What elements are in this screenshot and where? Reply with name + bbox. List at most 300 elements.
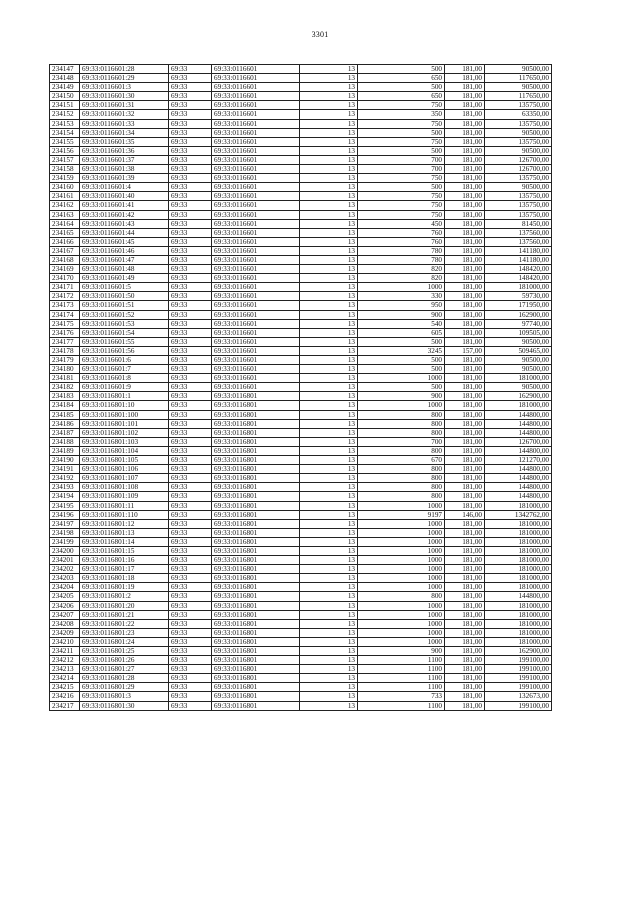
table-row — [50, 401, 552, 410]
zone-code-cell: 13 — [300, 601, 358, 610]
rate-cell: 181,00 — [445, 237, 485, 246]
zone-code-cell: 13 — [300, 137, 358, 146]
table-row — [50, 328, 552, 337]
rate-cell: 146,00 — [445, 510, 485, 519]
table-row — [50, 474, 552, 483]
rate-cell: 181,00 — [445, 356, 485, 365]
cadastral-value-cell: 144800,00 — [485, 592, 552, 601]
cadastral-value-cell: 90500,00 — [485, 356, 552, 365]
quarter-number-cell: 69:33:0116601 — [212, 128, 300, 137]
area-cell: 500 — [358, 128, 445, 137]
cadastral-value-cell: 1342762,00 — [485, 510, 552, 519]
quarter-number-cell: 69:33:0116601 — [212, 346, 300, 355]
area-cell: 750 — [358, 201, 445, 210]
cadastral-number-cell: 69:33:0116801:11 — [80, 501, 169, 510]
table-row — [50, 283, 552, 292]
rate-cell: 181,00 — [445, 65, 485, 74]
rate-cell: 181,00 — [445, 146, 485, 155]
district-code-cell: 69:33 — [169, 183, 212, 192]
area-cell: 780 — [358, 255, 445, 264]
district-code-cell: 69:33 — [169, 246, 212, 255]
district-code-cell: 69:33 — [169, 665, 212, 674]
district-code-cell: 69:33 — [169, 419, 212, 428]
cadastral-number-cell: 69:33:0116601:37 — [80, 155, 169, 164]
rate-cell: 181,00 — [445, 365, 485, 374]
table-row — [50, 483, 552, 492]
record-number-cell: 234191 — [50, 465, 80, 474]
area-cell: 900 — [358, 647, 445, 656]
rate-cell: 181,00 — [445, 428, 485, 437]
zone-code-cell: 13 — [300, 183, 358, 192]
table-row — [50, 356, 552, 365]
area-cell: 500 — [358, 356, 445, 365]
cadastral-number-cell: 69:33:0116601:44 — [80, 228, 169, 237]
cadastral-value-cell: 148420,00 — [485, 265, 552, 274]
cadastral-number-cell: 69:33:0116801:2 — [80, 592, 169, 601]
record-number-cell: 234163 — [50, 210, 80, 219]
district-code-cell: 69:33 — [169, 346, 212, 355]
zone-code-cell: 13 — [300, 174, 358, 183]
table-row — [50, 437, 552, 446]
area-cell: 3245 — [358, 346, 445, 355]
quarter-number-cell: 69:33:0116801 — [212, 537, 300, 546]
cadastral-value-cell: 135750,00 — [485, 137, 552, 146]
cadastral-value-cell: 90500,00 — [485, 83, 552, 92]
table-row — [50, 583, 552, 592]
quarter-number-cell: 69:33:0116801 — [212, 556, 300, 565]
cadastral-value-cell: 199100,00 — [485, 701, 552, 710]
area-cell: 500 — [358, 365, 445, 374]
table-row — [50, 410, 552, 419]
table-row — [50, 310, 552, 319]
area-cell: 650 — [358, 92, 445, 101]
quarter-number-cell: 69:33:0116601 — [212, 155, 300, 164]
quarter-number-cell: 69:33:0116601 — [212, 383, 300, 392]
cadastral-value-cell: 181000,00 — [485, 501, 552, 510]
cadastral-value-cell: 199100,00 — [485, 656, 552, 665]
record-number-cell: 234155 — [50, 137, 80, 146]
zone-code-cell: 13 — [300, 456, 358, 465]
quarter-number-cell: 69:33:0116601 — [212, 283, 300, 292]
district-code-cell: 69:33 — [169, 628, 212, 637]
rate-cell: 181,00 — [445, 610, 485, 619]
record-number-cell: 234169 — [50, 265, 80, 274]
area-cell: 1000 — [358, 528, 445, 537]
zone-code-cell: 13 — [300, 383, 358, 392]
quarter-number-cell: 69:33:0116801 — [212, 683, 300, 692]
record-number-cell: 234166 — [50, 237, 80, 246]
table-row — [50, 92, 552, 101]
cadastral-value-cell: 109505,00 — [485, 328, 552, 337]
district-code-cell: 69:33 — [169, 501, 212, 510]
area-cell: 750 — [358, 192, 445, 201]
record-number-cell: 234205 — [50, 592, 80, 601]
area-cell: 700 — [358, 155, 445, 164]
table-row — [50, 128, 552, 137]
cadastral-number-cell: 69:33:0116601:36 — [80, 146, 169, 155]
zone-code-cell: 13 — [300, 337, 358, 346]
record-number-cell: 234184 — [50, 401, 80, 410]
area-cell: 650 — [358, 74, 445, 83]
area-cell: 1000 — [358, 565, 445, 574]
zone-code-cell: 13 — [300, 201, 358, 210]
record-number-cell: 234197 — [50, 519, 80, 528]
area-cell: 1100 — [358, 683, 445, 692]
cadastral-value-cell: 135750,00 — [485, 201, 552, 210]
area-cell: 780 — [358, 246, 445, 255]
district-code-cell: 69:33 — [169, 274, 212, 283]
quarter-number-cell: 69:33:0116601 — [212, 301, 300, 310]
cadastral-number-cell: 69:33:0116801:17 — [80, 565, 169, 574]
rate-cell: 181,00 — [445, 219, 485, 228]
district-code-cell: 69:33 — [169, 128, 212, 137]
zone-code-cell: 13 — [300, 437, 358, 446]
rate-cell: 181,00 — [445, 174, 485, 183]
district-code-cell: 69:33 — [169, 492, 212, 501]
rate-cell: 181,00 — [445, 337, 485, 346]
zone-code-cell: 13 — [300, 110, 358, 119]
cadastral-value-cell: 121270,00 — [485, 456, 552, 465]
rate-cell: 181,00 — [445, 210, 485, 219]
area-cell: 1000 — [358, 628, 445, 637]
table-row — [50, 647, 552, 656]
record-number-cell: 234202 — [50, 565, 80, 574]
record-number-cell: 234147 — [50, 65, 80, 74]
zone-code-cell: 13 — [300, 128, 358, 137]
cadastral-value-cell: 171950,00 — [485, 301, 552, 310]
cadastral-number-cell: 69:33:0116801:20 — [80, 601, 169, 610]
rate-cell: 181,00 — [445, 647, 485, 656]
zone-code-cell: 13 — [300, 701, 358, 710]
record-number-cell: 234212 — [50, 656, 80, 665]
table-row — [50, 110, 552, 119]
record-number-cell: 234173 — [50, 301, 80, 310]
quarter-number-cell: 69:33:0116801 — [212, 656, 300, 665]
record-number-cell: 234174 — [50, 310, 80, 319]
table-row — [50, 65, 552, 74]
table-row — [50, 165, 552, 174]
record-number-cell: 234168 — [50, 255, 80, 264]
quarter-number-cell: 69:33:0116801 — [212, 483, 300, 492]
table-row — [50, 592, 552, 601]
cadastral-number-cell: 69:33:0116601:42 — [80, 210, 169, 219]
record-number-cell: 234148 — [50, 74, 80, 83]
rate-cell: 181,00 — [445, 183, 485, 192]
area-cell: 733 — [358, 692, 445, 701]
zone-code-cell: 13 — [300, 683, 358, 692]
district-code-cell: 69:33 — [169, 201, 212, 210]
cadastral-number-cell: 69:33:0116801:109 — [80, 492, 169, 501]
cadastral-number-cell: 69:33:0116601:31 — [80, 101, 169, 110]
record-number-cell: 234150 — [50, 92, 80, 101]
record-number-cell: 234158 — [50, 165, 80, 174]
quarter-number-cell: 69:33:0116601 — [212, 219, 300, 228]
quarter-number-cell: 69:33:0116801 — [212, 692, 300, 701]
quarter-number-cell: 69:33:0116801 — [212, 665, 300, 674]
rate-cell: 181,00 — [445, 628, 485, 637]
zone-code-cell: 13 — [300, 474, 358, 483]
cadastral-number-cell: 69:33:0116601:4 — [80, 183, 169, 192]
table-row — [50, 346, 552, 355]
district-code-cell: 69:33 — [169, 592, 212, 601]
cadastral-number-cell: 69:33:0116801:110 — [80, 510, 169, 519]
table-row — [50, 546, 552, 555]
cadastral-number-cell: 69:33:0116601:5 — [80, 283, 169, 292]
cadastral-value-cell: 181000,00 — [485, 556, 552, 565]
district-code-cell: 69:33 — [169, 255, 212, 264]
district-code-cell: 69:33 — [169, 92, 212, 101]
area-cell: 350 — [358, 110, 445, 119]
zone-code-cell: 13 — [300, 365, 358, 374]
cadastral-number-cell: 69:33:0116801:106 — [80, 465, 169, 474]
zone-code-cell: 13 — [300, 674, 358, 683]
area-cell: 800 — [358, 419, 445, 428]
table-row — [50, 192, 552, 201]
cadastral-number-cell: 69:33:0116601:52 — [80, 310, 169, 319]
page-number: 3301 — [311, 30, 329, 39]
table-row — [50, 492, 552, 501]
zone-code-cell: 13 — [300, 656, 358, 665]
cadastral-number-cell: 69:33:0116801:19 — [80, 583, 169, 592]
district-code-cell: 69:33 — [169, 410, 212, 419]
quarter-number-cell: 69:33:0116601 — [212, 119, 300, 128]
zone-code-cell: 13 — [300, 446, 358, 455]
area-cell: 800 — [358, 410, 445, 419]
cadastral-number-cell: 69:33:0116601:51 — [80, 301, 169, 310]
quarter-number-cell: 69:33:0116601 — [212, 174, 300, 183]
zone-code-cell: 13 — [300, 83, 358, 92]
zone-code-cell: 13 — [300, 419, 358, 428]
district-code-cell: 69:33 — [169, 692, 212, 701]
cadastral-value-cell: 181000,00 — [485, 619, 552, 628]
rate-cell: 181,00 — [445, 537, 485, 546]
rate-cell: 181,00 — [445, 201, 485, 210]
quarter-number-cell: 69:33:0116601 — [212, 192, 300, 201]
area-cell: 500 — [358, 65, 445, 74]
district-code-cell: 69:33 — [169, 328, 212, 337]
rate-cell: 181,00 — [445, 474, 485, 483]
rate-cell: 181,00 — [445, 301, 485, 310]
rate-cell: 181,00 — [445, 437, 485, 446]
record-number-cell: 234162 — [50, 201, 80, 210]
cadastral-value-cell: 132673,00 — [485, 692, 552, 701]
record-number-cell: 234204 — [50, 583, 80, 592]
area-cell: 1000 — [358, 519, 445, 528]
record-number-cell: 234165 — [50, 228, 80, 237]
area-cell: 500 — [358, 337, 445, 346]
rate-cell: 181,00 — [445, 528, 485, 537]
area-cell: 1100 — [358, 665, 445, 674]
quarter-number-cell: 69:33:0116801 — [212, 437, 300, 446]
area-cell: 1000 — [358, 637, 445, 646]
record-number-cell: 234183 — [50, 392, 80, 401]
district-code-cell: 69:33 — [169, 483, 212, 492]
zone-code-cell: 13 — [300, 492, 358, 501]
district-code-cell: 69:33 — [169, 165, 212, 174]
rate-cell: 181,00 — [445, 192, 485, 201]
zone-code-cell: 13 — [300, 165, 358, 174]
rate-cell: 181,00 — [445, 701, 485, 710]
table-row — [50, 155, 552, 164]
rate-cell: 181,00 — [445, 683, 485, 692]
cadastral-number-cell: 69:33:0116801:27 — [80, 665, 169, 674]
record-number-cell: 234186 — [50, 419, 80, 428]
area-cell: 750 — [358, 101, 445, 110]
cadastral-value-cell: 181000,00 — [485, 610, 552, 619]
table-row — [50, 665, 552, 674]
rate-cell: 181,00 — [445, 92, 485, 101]
area-cell: 1000 — [358, 556, 445, 565]
table-row — [50, 237, 552, 246]
cadastral-number-cell: 69:33:0116801:14 — [80, 537, 169, 546]
rate-cell: 181,00 — [445, 265, 485, 274]
record-number-cell: 234199 — [50, 537, 80, 546]
cadastral-value-cell: 126700,00 — [485, 155, 552, 164]
cadastral-value-cell: 144800,00 — [485, 446, 552, 455]
district-code-cell: 69:33 — [169, 601, 212, 610]
quarter-number-cell: 69:33:0116601 — [212, 374, 300, 383]
district-code-cell: 69:33 — [169, 283, 212, 292]
record-number-cell: 234171 — [50, 283, 80, 292]
cadastral-value-cell: 90500,00 — [485, 128, 552, 137]
quarter-number-cell: 69:33:0116601 — [212, 65, 300, 74]
table-row — [50, 337, 552, 346]
district-code-cell: 69:33 — [169, 446, 212, 455]
cadastral-number-cell: 69:33:0116801:22 — [80, 619, 169, 628]
record-number-cell: 234161 — [50, 192, 80, 201]
zone-code-cell: 13 — [300, 101, 358, 110]
table-row — [50, 610, 552, 619]
area-cell: 750 — [358, 210, 445, 219]
cadastral-number-cell: 69:33:0116801:102 — [80, 428, 169, 437]
table-row — [50, 419, 552, 428]
record-number-cell: 234194 — [50, 492, 80, 501]
table-row — [50, 255, 552, 264]
quarter-number-cell: 69:33:0116801 — [212, 674, 300, 683]
area-cell: 820 — [358, 274, 445, 283]
quarter-number-cell: 69:33:0116601 — [212, 365, 300, 374]
zone-code-cell: 13 — [300, 392, 358, 401]
cadastral-number-cell: 69:33:0116801:101 — [80, 419, 169, 428]
area-cell: 1000 — [358, 619, 445, 628]
cadastral-number-cell: 69:33:0116601:41 — [80, 201, 169, 210]
cadastral-number-cell: 69:33:0116601:8 — [80, 374, 169, 383]
quarter-number-cell: 69:33:0116601 — [212, 210, 300, 219]
zone-code-cell: 13 — [300, 319, 358, 328]
rate-cell: 181,00 — [445, 128, 485, 137]
record-number-cell: 234192 — [50, 474, 80, 483]
rate-cell: 181,00 — [445, 656, 485, 665]
district-code-cell: 69:33 — [169, 265, 212, 274]
cadastral-number-cell: 69:33:0116801:13 — [80, 528, 169, 537]
district-code-cell: 69:33 — [169, 356, 212, 365]
district-code-cell: 69:33 — [169, 237, 212, 246]
rate-cell: 181,00 — [445, 274, 485, 283]
zone-code-cell: 13 — [300, 546, 358, 555]
zone-code-cell: 13 — [300, 619, 358, 628]
quarter-number-cell: 69:33:0116801 — [212, 501, 300, 510]
table-row — [50, 265, 552, 274]
area-cell: 760 — [358, 228, 445, 237]
cadastral-value-cell: 135750,00 — [485, 101, 552, 110]
cadastral-number-cell: 69:33:0116801:105 — [80, 456, 169, 465]
cadastral-number-cell: 69:33:0116601:38 — [80, 165, 169, 174]
cadastral-number-cell: 69:33:0116601:30 — [80, 92, 169, 101]
table-row — [50, 556, 552, 565]
rate-cell: 181,00 — [445, 446, 485, 455]
rate-cell: 181,00 — [445, 137, 485, 146]
rate-cell: 181,00 — [445, 383, 485, 392]
record-number-cell: 234213 — [50, 665, 80, 674]
quarter-number-cell: 69:33:0116801 — [212, 446, 300, 455]
zone-code-cell: 13 — [300, 74, 358, 83]
table-row — [50, 119, 552, 128]
cadastral-number-cell: 69:33:0116601:48 — [80, 265, 169, 274]
rate-cell: 181,00 — [445, 328, 485, 337]
table-row — [50, 228, 552, 237]
cadastral-value-cell: 181000,00 — [485, 565, 552, 574]
area-cell: 540 — [358, 319, 445, 328]
cadastral-value-cell: 144800,00 — [485, 474, 552, 483]
rate-cell: 181,00 — [445, 119, 485, 128]
zone-code-cell: 13 — [300, 528, 358, 537]
zone-code-cell: 13 — [300, 556, 358, 565]
table-row — [50, 83, 552, 92]
quarter-number-cell: 69:33:0116801 — [212, 419, 300, 428]
record-number-cell: 234201 — [50, 556, 80, 565]
table-row — [50, 446, 552, 455]
quarter-number-cell: 69:33:0116601 — [212, 356, 300, 365]
cadastral-value-cell: 181000,00 — [485, 628, 552, 637]
district-code-cell: 69:33 — [169, 146, 212, 155]
rate-cell: 181,00 — [445, 255, 485, 264]
district-code-cell: 69:33 — [169, 137, 212, 146]
cadastral-number-cell: 69:33:0116801:1 — [80, 392, 169, 401]
district-code-cell: 69:33 — [169, 637, 212, 646]
record-number-cell: 234159 — [50, 174, 80, 183]
area-cell: 450 — [358, 219, 445, 228]
area-cell: 750 — [358, 174, 445, 183]
cadastral-number-cell: 69:33:0116601:55 — [80, 337, 169, 346]
area-cell: 800 — [358, 428, 445, 437]
table-row — [50, 692, 552, 701]
quarter-number-cell: 69:33:0116801 — [212, 410, 300, 419]
district-code-cell: 69:33 — [169, 583, 212, 592]
district-code-cell: 69:33 — [169, 565, 212, 574]
zone-code-cell: 13 — [300, 628, 358, 637]
cadastral-number-cell: 69:33:0116601:53 — [80, 319, 169, 328]
cadastral-number-cell: 69:33:0116801:100 — [80, 410, 169, 419]
district-code-cell: 69:33 — [169, 310, 212, 319]
record-number-cell: 234214 — [50, 674, 80, 683]
area-cell: 800 — [358, 592, 445, 601]
cadastral-number-cell: 69:33:0116601:56 — [80, 346, 169, 355]
zone-code-cell: 13 — [300, 374, 358, 383]
cadastral-number-cell: 69:33:0116801:3 — [80, 692, 169, 701]
cadastral-number-cell: 69:33:0116601:28 — [80, 65, 169, 74]
cadastral-number-cell: 69:33:0116801:26 — [80, 656, 169, 665]
quarter-number-cell: 69:33:0116601 — [212, 165, 300, 174]
cadastral-number-cell: 69:33:0116801:18 — [80, 574, 169, 583]
cadastral-number-cell: 69:33:0116601:35 — [80, 137, 169, 146]
area-cell: 800 — [358, 483, 445, 492]
district-code-cell: 69:33 — [169, 228, 212, 237]
quarter-number-cell: 69:33:0116601 — [212, 137, 300, 146]
area-cell: 900 — [358, 310, 445, 319]
record-number-cell: 234210 — [50, 637, 80, 646]
table-row — [50, 137, 552, 146]
cadastral-number-cell: 69:33:0116801:24 — [80, 637, 169, 646]
